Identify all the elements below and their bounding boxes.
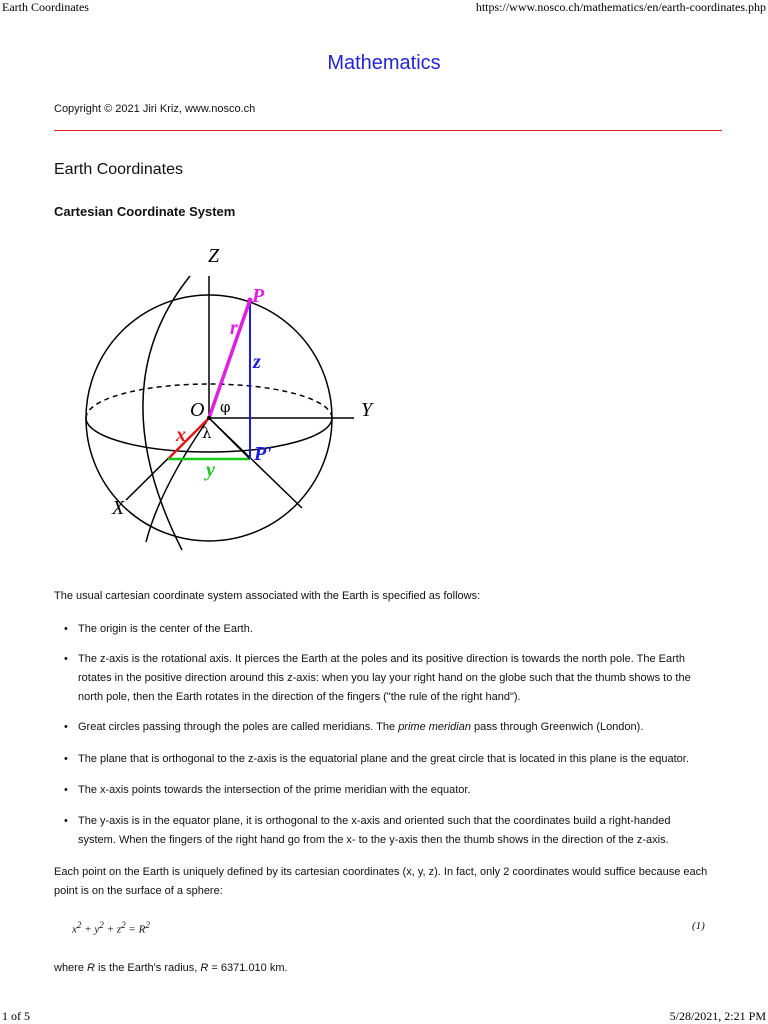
copyright-notice: Copyright © 2021 Jiri Kriz, www.nosco.ch <box>54 103 256 115</box>
list-item-text: Great circles passing through the poles are called meridians. The <box>78 721 399 733</box>
label-x-axis: X <box>112 497 125 519</box>
label-y-axis: Y <box>361 399 373 421</box>
list-item: • The y-axis is in the equator plane, it is orthogonal to the x-axis and oriented such that the coordinates build a right-handed system. When the fingers of the right hand go from the x- to the y-axis then the thumb shows in the direction of the z-axis. <box>78 812 708 850</box>
list-item: • The plane that is orthogonal to the z-axis is the equatorial plane and the great circle that is located in this plane is the equator. <box>78 750 708 769</box>
sphere-equation: $x^2 + y^2 + z^2 = R^2$ <box>72 920 150 936</box>
print-datetime: 5/28/2021, 2:21 PM <box>669 1009 766 1023</box>
label-z: z <box>253 351 261 373</box>
label-origin: O <box>190 399 205 421</box>
origin-point <box>207 416 211 420</box>
radius-definition: where R is the Earth's radius, R = 6371.010 km. <box>54 962 288 974</box>
list-item-text: pass through Greenwich (London). <box>470 721 644 733</box>
section-title: Cartesian Coordinate System <box>54 204 236 219</box>
label-x: x <box>176 424 186 446</box>
page-title: Earth Coordinates <box>54 161 183 178</box>
op-prime-segment <box>209 418 250 459</box>
label-point-p: P <box>252 285 265 307</box>
label-phi: φ <box>220 398 231 416</box>
page-counter: 1 of 5 <box>2 1009 30 1023</box>
print-header-title: Earth Coordinates <box>2 0 89 14</box>
list-item: • The origin is the center of the Earth. <box>78 620 708 639</box>
label-z-axis: Z <box>208 245 220 267</box>
label-r: r <box>230 317 238 339</box>
list-item <box>78 718 708 737</box>
sphere-paragraph: Each point on the Earth is uniquely defined by its cartesian coordinates (x, y, z). In fact, only 2 coordinates would suffice because each point is on the surface of a sphere: <box>54 866 708 897</box>
label-y: y <box>206 459 215 481</box>
earth-coordinates-figure <box>70 238 390 558</box>
label-p-prime: P' <box>254 443 272 465</box>
prime-meridian-emphasis: prime meridian <box>398 721 471 733</box>
site-title[interactable]: Mathematics <box>327 52 441 74</box>
equation-number: (1) <box>692 920 705 932</box>
list-item: • The z-axis is the rotational axis. It pierces the Earth at the poles and its positive direction is towards the north pole. The Earth rotates in the positive direction around this z-axis: when you lay your right hand on the globe such that the thumb shows to the north pole, then the Earth rotates in the direction of the fingers ("the rule of the right hand"). <box>78 650 708 707</box>
label-lambda: λ <box>202 424 212 442</box>
list-item: • The x-axis points towards the intersection of the prime meridian with the equator. <box>78 781 708 800</box>
intro-text: The usual cartesian coordinate system associated with the Earth is specified as follows: <box>54 590 481 602</box>
print-header-url[interactable]: https://www.nosco.ch/mathematics/en/earth-coordinates.php <box>475 0 766 14</box>
header-divider <box>54 130 722 131</box>
